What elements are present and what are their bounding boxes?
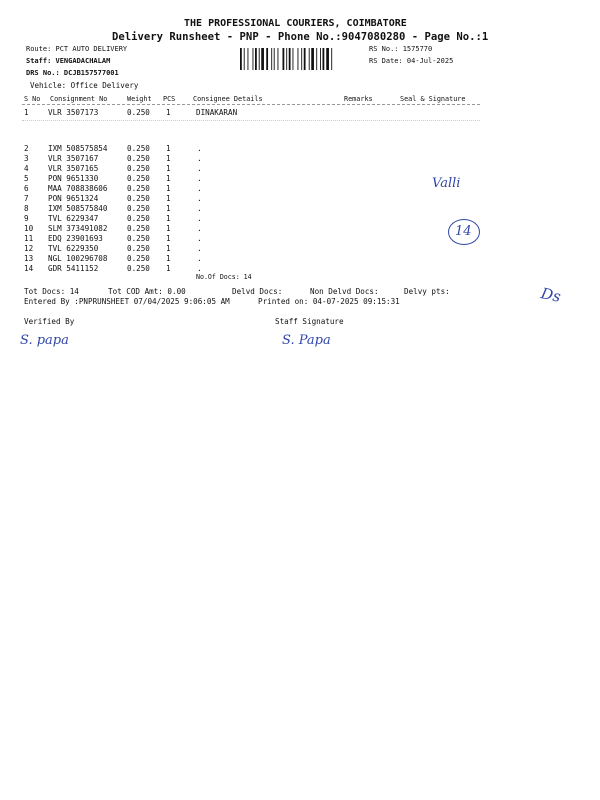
row-sno: 13 xyxy=(24,254,34,263)
row-pcs: 1 xyxy=(166,264,171,273)
row-consignee: . xyxy=(197,234,202,243)
row-pcs: 1 xyxy=(166,154,171,163)
row-sno: 11 xyxy=(24,234,34,243)
row-sno: 4 xyxy=(24,164,29,173)
row-pcs: 1 xyxy=(166,164,171,173)
row-sno: 9 xyxy=(24,214,29,223)
row-pcs: 1 xyxy=(166,204,171,213)
row-consignment-no: SLM 373491082 xyxy=(48,224,108,233)
col-seal-signature: Seal & Signature xyxy=(400,95,466,103)
row-weight: 0.250 xyxy=(127,224,150,233)
row-consignee: . xyxy=(197,164,202,173)
col-weight: Weight xyxy=(127,95,152,103)
entered-by: Entered By :PNPRUNSHEET 07/04/2025 9:06:05 AM xyxy=(24,297,230,306)
row-consignment-no: EDQ 23901693 xyxy=(48,234,103,243)
row-consignee: . xyxy=(197,254,202,263)
row-weight: 0.250 xyxy=(127,108,150,117)
row-weight: 0.250 xyxy=(127,194,150,203)
row-weight: 0.250 xyxy=(127,144,150,153)
row-sno: 12 xyxy=(24,244,34,253)
drs-label: DRS No.: DCJB157577001 xyxy=(26,69,119,77)
tot-cod-amt: Tot COD Amt: 0.00 xyxy=(108,287,186,296)
printed-on: Printed on: 04-07-2025 09:15:31 xyxy=(258,297,400,306)
company-title: THE PROFESSIONAL COURIERS, COIMBATORE xyxy=(184,18,407,29)
row-sno: 1 xyxy=(24,108,29,117)
row-pcs: 1 xyxy=(166,234,171,243)
row-consignment-no: GDR 5411152 xyxy=(48,264,99,273)
row-sno: 2 xyxy=(24,144,29,153)
row-pcs: 1 xyxy=(166,108,171,117)
row-pcs: 1 xyxy=(166,244,171,253)
staff-signature: S. Papa xyxy=(282,333,331,348)
row-consignment-no: PON 9651324 xyxy=(48,194,99,203)
delvy-pts: Delvy pts: xyxy=(404,287,450,296)
row-weight: 0.250 xyxy=(127,204,150,213)
row-weight: 0.250 xyxy=(127,254,150,263)
row-sno: 10 xyxy=(24,224,34,233)
row-consignee: . xyxy=(197,154,202,163)
row-pcs: 1 xyxy=(166,194,171,203)
row-consignment-no: PON 9651330 xyxy=(48,174,99,183)
row-consignee: . xyxy=(197,194,202,203)
row-consignment-no: TVL 6229350 xyxy=(48,244,99,253)
row-consignment-no: NGL 100296708 xyxy=(48,254,108,263)
tot-docs: Tot Docs: 14 xyxy=(24,287,79,296)
handwritten-name: Valli xyxy=(432,176,461,191)
row-consignee: . xyxy=(197,174,202,183)
header-divider xyxy=(22,104,480,105)
col-remarks: Remarks xyxy=(344,95,373,103)
row-sno: 5 xyxy=(24,174,29,183)
non-delvd-docs: Non Delvd Docs: xyxy=(310,287,379,296)
delvd-docs: Delvd Docs: xyxy=(232,287,283,296)
row-weight: 0.250 xyxy=(127,214,150,223)
col-sno: S No xyxy=(24,95,41,103)
rs-date: RS Date: 04-Jul-2025 xyxy=(369,57,454,65)
row-weight: 0.250 xyxy=(127,164,150,173)
row-pcs: 1 xyxy=(166,254,171,263)
route-label: Route: PCT AUTO DELIVERY xyxy=(26,45,128,53)
row-consignee: . xyxy=(197,264,202,273)
staff-label: Staff: VENGADACHALAM xyxy=(26,57,111,65)
row-consignment-no: TVL 6229347 xyxy=(48,214,99,223)
row-pcs: 1 xyxy=(166,184,171,193)
row-weight: 0.250 xyxy=(127,234,150,243)
row-consignee: DINAKARAN xyxy=(196,108,238,117)
row-pcs: 1 xyxy=(166,224,171,233)
row-weight: 0.250 xyxy=(127,184,150,193)
staff-signature-label: Staff Signature xyxy=(275,317,344,326)
col-consignee-details: Consignee Details xyxy=(193,95,263,103)
runsheet-subtitle: Delivery Runsheet - PNP - Phone No.:9047080280 - Page No.:1 xyxy=(112,31,489,43)
row-weight: 0.250 xyxy=(127,264,150,273)
vehicle-label: Vehicle: Office Delivery xyxy=(30,81,139,90)
row-consignment-no: VLR 3507165 xyxy=(48,164,99,173)
row-sno: 6 xyxy=(24,184,29,193)
row-consignment-no: VLR 3507167 xyxy=(48,154,99,163)
circled-count-number: 14 xyxy=(455,224,472,239)
row-separator xyxy=(22,120,480,121)
row-consignment-no: MAA 708838606 xyxy=(48,184,108,193)
col-pcs: PCS xyxy=(163,95,176,103)
row-weight: 0.250 xyxy=(127,174,150,183)
verified-signature: S. papa xyxy=(20,333,69,348)
row-consignment-no: VLR 3507173 xyxy=(48,108,99,117)
row-consignment-no: IXM 508575840 xyxy=(48,204,108,213)
row-consignee: . xyxy=(197,204,202,213)
row-consignee: . xyxy=(197,244,202,253)
row-weight: 0.250 xyxy=(127,154,150,163)
row-pcs: 1 xyxy=(166,174,171,183)
row-consignee: . xyxy=(197,184,202,193)
row-consignee: . xyxy=(197,144,202,153)
no-of-docs: No.Of Docs: 14 xyxy=(196,273,252,281)
handwritten-initials: Ds xyxy=(539,284,563,306)
row-pcs: 1 xyxy=(166,214,171,223)
row-weight: 0.250 xyxy=(127,244,150,253)
row-pcs: 1 xyxy=(166,144,171,153)
row-consignee: . xyxy=(197,224,202,233)
row-sno: 14 xyxy=(24,264,34,273)
row-sno: 3 xyxy=(24,154,29,163)
col-consignment-no: Consignment No xyxy=(50,95,108,103)
row-consignment-no: IXM 508575854 xyxy=(48,144,108,153)
row-sno: 8 xyxy=(24,204,29,213)
row-consignee: . xyxy=(197,214,202,223)
barcode-image xyxy=(240,48,364,70)
rs-number: RS No.: 1575770 xyxy=(369,45,433,53)
row-sno: 7 xyxy=(24,194,29,203)
verified-by-label: Verified By xyxy=(24,317,75,326)
